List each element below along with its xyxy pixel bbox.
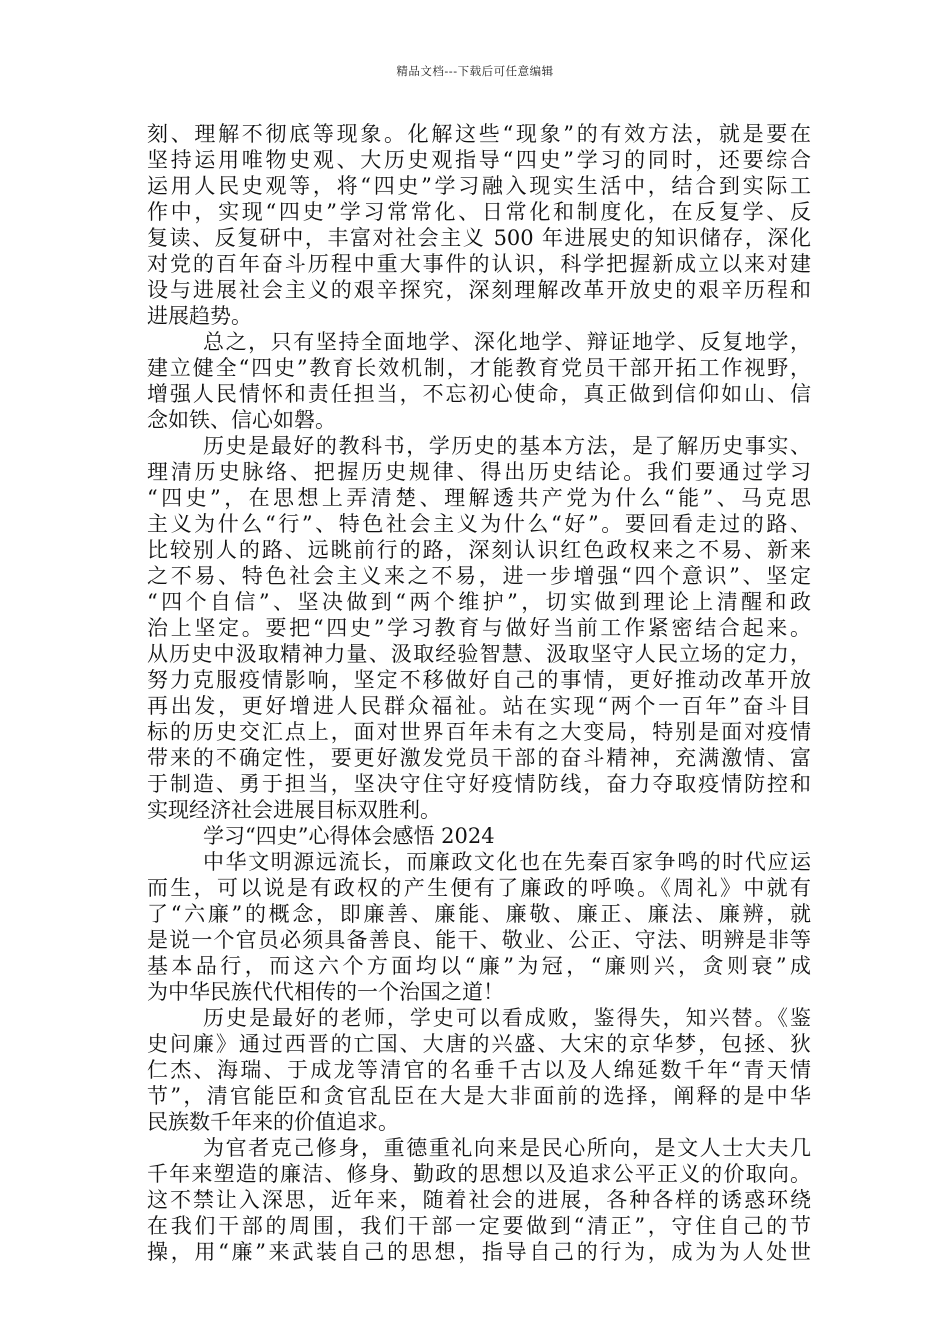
text-line: 标的历史交汇点上，面对世界百年未有之大变局，特别是面对疫情 [147,720,811,744]
text-line: 操，用“廉”来武装自己的思想，指导自己的行为，成为为人处世 [147,1240,811,1264]
text-line: “四个自信”、坚决做到“两个维护”，切实做到理论上清醒和政 [147,590,811,614]
text-line: 为中华民族代代相传的一个治国之道！ [147,980,504,1004]
text-line: 仁杰、海瑞、于成龙等清官的名垂千古以及人绵延数千年“青天情 [147,1058,811,1082]
text-line: 念如铁、信心如磐。 [147,408,336,432]
text-line: “四史”，在思想上弄清楚、理解透共产党为什么“能”、马克思 [147,486,811,510]
text-line: 设与进展社会主义的艰辛探究，深刻理解改革开放史的艰辛历程和 [147,278,811,302]
text-line: 对党的百年奋斗历程中重大事件的认识，科学把握新成立以来对建 [147,252,811,276]
text-line: 基本品行，而这六个方面均以“廉”为冠，“廉则兴，贪则衰”成 [147,954,811,978]
document-body [147,121,811,1265]
text-line: 为官者克己修身，重德重礼向来是民心所向，是文人士大夫几 [203,1136,811,1160]
text-line: 从历史中汲取精神力量、汲取经验智慧、汲取坚守人民立场的定力， [147,642,811,666]
text-line: 而生，可以说是有政权的产生便有了廉政的呼唤。《周礼》中就有 [147,876,811,900]
text-line: 运用人民史观等，将“四史”学习融入现实生活中，结合到实际工 [147,174,811,198]
text-line: 刻、理解不彻底等现象。化解这些“现象”的有效方法，就是要在 [147,122,811,146]
text-line: 带来的不确定性，要更好激发党员干部的奋斗精神，充满激情、富 [147,746,811,770]
text-line: 再出发，更好增进人民群众福祉。站在实现“两个一百年”奋斗目 [147,694,811,718]
text-line: 坚持运用唯物史观、大历史观指导“四史”学习的同时，还要综合 [147,148,811,172]
text-line: 增强人民情怀和责任担当，不忘初心使命，真正做到信仰如山、信 [147,382,811,406]
text-line: 进展趋势。 [147,304,252,328]
text-line: 理清历史脉络、把握历史规律、得出历史结论。我们要通过学习 [147,460,811,484]
text-line: 历史是最好的教科书，学历史的基本方法，是了解历史事实、 [203,434,811,458]
text-line: 比较别人的路、远眺前行的路，深刻认识红色政权来之不易、新来 [147,538,811,562]
text-line: 千年来塑造的廉洁、修身、勤政的思想以及追求公平正义的价取向。 [147,1162,811,1186]
text-line: 总之，只有坚持全面地学、深化地学、辩证地学、反复地学， [203,330,811,354]
text-line: 中华文明源远流长，而廉政文化也在先秦百家争鸣的时代应运 [203,850,811,874]
text-line: 历史是最好的老师，学史可以看成败，鉴得失，知兴替。《鉴 [203,1006,811,1030]
text-line: 是说一个官员必须具备善良、能干、敬业、公正、守法、明辨是非等 [147,928,811,952]
text-line: 努力克服疫情影响，坚定不移做好自己的事情，更好推动改革开放 [147,668,811,692]
text-line: 了“六廉”的概念，即廉善、廉能、廉敬、廉正、廉法、廉辨，就 [147,902,811,926]
text-line: 在我们干部的周围，我们干部一定要做到“清正”，守住自己的节 [147,1214,811,1238]
text-line: 复读、反复研中，丰富对社会主义 500 年进展史的知识储存，深化 [147,226,811,250]
text-line: 实现经济社会进展目标双胜利。 [147,798,441,822]
text-line: 治上坚定。要把“四史”学习教育与做好当前工作紧密结合起来。 [147,616,811,640]
text-line: 民族数千年来的价值追求。 [147,1110,399,1134]
text-line: 建立健全“四史”教育长效机制，才能教育党员干部开拓工作视野， [147,356,811,380]
text-line: 之不易、特色社会主义来之不易，进一步增强“四个意识”、坚定 [147,564,811,588]
text-line: 主义为什么“行”、特色社会主义为什么“好”。要回看走过的路、 [147,512,811,536]
text-line: 史问廉》通过西晋的亡国、大唐的兴盛、大宋的京华梦，包拯、狄 [147,1032,811,1056]
text-line: 这不禁让入深思，近年来，随着社会的进展，各种各样的诱惑环绕 [147,1188,811,1212]
text-line: 作中，实现“四史”学习常常化、日常化和制度化，在反复学、反 [147,200,811,224]
page-header: 精品文档---下载后可任意编辑 [396,64,554,78]
text-line: 节”，清官能臣和贪官乱臣在大是大非面前的选择，阐释的是中华 [147,1084,811,1108]
text-line: 学习“四史”心得体会感悟 2024 [203,824,495,848]
text-line: 于制造、勇于担当，坚决守住守好疫情防线，奋力夺取疫情防控和 [147,772,811,796]
